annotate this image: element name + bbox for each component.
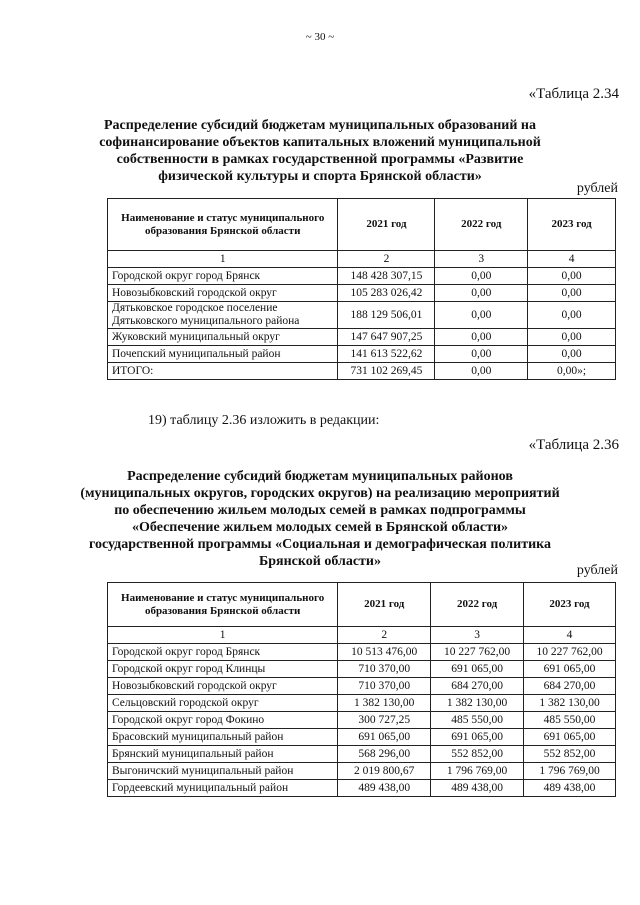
subsidy-table-2-36 — [107, 582, 616, 797]
table-cell: 691 065,00 — [338, 729, 431, 746]
table-cell: 691 065,00 — [524, 729, 616, 746]
table-title: Распределение субсидий бюджетам муниципальных образований на софинансирование объектов капитальных вложений муниципальной собственности в рамках государственной программы «Развитие физической культуры и спорта Брянской области» — [99, 118, 541, 184]
column-number: 3 — [435, 251, 528, 268]
table-cell: Выгоничский муниципальный район — [108, 763, 338, 780]
column-header-1: 2021 год — [338, 199, 435, 251]
table-row — [108, 678, 616, 695]
table-row — [108, 329, 616, 346]
table-cell: 141 613 522,62 — [338, 346, 435, 363]
table-cell: 485 550,00 — [431, 712, 524, 729]
table-row — [108, 746, 616, 763]
table-cell: Новозыбковский городской округ — [108, 285, 338, 302]
table-cell: Жуковский муниципальный округ — [108, 329, 338, 346]
table-cell: Сельцовский городской округ — [108, 695, 338, 712]
table-cell: Брянский муниципальный район — [108, 746, 338, 763]
table-cell: 0,00 — [528, 346, 616, 363]
table-cell: 1 382 130,00 — [524, 695, 616, 712]
table-row — [108, 302, 616, 329]
table-cell: 0,00 — [528, 329, 616, 346]
table-row — [108, 712, 616, 729]
table-cell: 691 065,00 — [431, 661, 524, 678]
table-cell: 0,00 — [528, 285, 616, 302]
table-row — [108, 695, 616, 712]
list-item: 19) таблицу 2.36 изложить в редакции: — [148, 413, 380, 428]
table-cell: 731 102 269,45 — [338, 363, 435, 380]
table-row — [108, 729, 616, 746]
table-cell: 2 019 800,67 — [338, 763, 431, 780]
page-number: ~ 30 ~ — [305, 31, 335, 43]
table-cell: 1 796 769,00 — [524, 763, 616, 780]
table-cell: Городской округ город Брянск — [108, 644, 338, 661]
table-cell: Почепский муниципальный район — [108, 346, 338, 363]
table-cell: 300 727,25 — [338, 712, 431, 729]
table-cell: 0,00 — [528, 268, 616, 285]
table-cell: 105 283 026,42 — [338, 285, 435, 302]
table-row — [108, 268, 616, 285]
column-header-3: 2023 год — [528, 199, 616, 251]
table-cell: Городской округ город Фокино — [108, 712, 338, 729]
table-cell: 1 382 130,00 — [431, 695, 524, 712]
table-row — [108, 363, 616, 380]
column-number: 4 — [524, 627, 616, 644]
table-label: «Таблица 2.34 — [528, 86, 619, 102]
table-title: Распределение субсидий бюджетам муниципальных районов (муниципальных округов, городских округов) на реализацию мероприятий по обеспечению жильем молодых семей в рамках подпрограммы «Обеспечение жильем молодых семей в Брянской области» государственной программы «Социальная и демографическая политика Брянской области» — [80, 469, 560, 569]
column-header-name: Наименование и статус муниципального образования Брянской области — [108, 199, 338, 251]
table-cell: 0,00 — [435, 302, 528, 329]
table-cell: ИТОГО: — [108, 363, 338, 380]
table-cell: 489 438,00 — [524, 780, 616, 797]
table-cell: 691 065,00 — [524, 661, 616, 678]
table-cell: Городской округ город Брянск — [108, 268, 338, 285]
table-row — [108, 285, 616, 302]
table-row — [108, 346, 616, 363]
table-cell: 0,00 — [435, 285, 528, 302]
table-cell: Брасовский муниципальный район — [108, 729, 338, 746]
column-number: 1 — [108, 627, 338, 644]
table-cell: 1 796 769,00 — [431, 763, 524, 780]
subsidy-table-2-34 — [107, 198, 616, 380]
table-cell: 10 227 762,00 — [431, 644, 524, 661]
table-cell: 489 438,00 — [338, 780, 431, 797]
table-cell: 0,00 — [435, 329, 528, 346]
table-cell: Гордеевский муниципальный район — [108, 780, 338, 797]
table-cell: 489 438,00 — [431, 780, 524, 797]
table-cell: Городской округ город Клинцы — [108, 661, 338, 678]
table-cell: 0,00»; — [528, 363, 616, 380]
unit-label: рублей — [576, 181, 618, 196]
table-row — [108, 763, 616, 780]
table-cell: Дятьковское городское поселение Дятьковского муниципального района — [108, 302, 338, 329]
table-cell: 710 370,00 — [338, 661, 431, 678]
table-cell: 0,00 — [435, 268, 528, 285]
table-cell: 552 852,00 — [524, 746, 616, 763]
column-number: 2 — [338, 627, 431, 644]
table-cell: 188 129 506,01 — [338, 302, 435, 329]
column-number: 1 — [108, 251, 338, 268]
column-number: 4 — [528, 251, 616, 268]
table-cell: 0,00 — [435, 346, 528, 363]
column-number: 3 — [431, 627, 524, 644]
column-header-2: 2022 год — [435, 199, 528, 251]
table-cell: 10 513 476,00 — [338, 644, 431, 661]
table-cell: Новозыбковский городской округ — [108, 678, 338, 695]
table-cell: 0,00 — [528, 302, 616, 329]
table-label: «Таблица 2.36 — [528, 437, 619, 453]
table-cell: 148 428 307,15 — [338, 268, 435, 285]
column-header-1: 2021 год — [338, 583, 431, 627]
table-cell: 10 227 762,00 — [524, 644, 616, 661]
table-row — [108, 644, 616, 661]
column-header-name: Наименование и статус муниципального образования Брянской области — [108, 583, 338, 627]
column-number: 2 — [338, 251, 435, 268]
unit-label: рублей — [576, 563, 618, 578]
table-cell: 684 270,00 — [524, 678, 616, 695]
table-row — [108, 661, 616, 678]
table-row — [108, 780, 616, 797]
table-cell: 710 370,00 — [338, 678, 431, 695]
table-cell: 552 852,00 — [431, 746, 524, 763]
table-cell: 568 296,00 — [338, 746, 431, 763]
column-header-3: 2023 год — [524, 583, 616, 627]
table-cell: 684 270,00 — [431, 678, 524, 695]
column-header-2: 2022 год — [431, 583, 524, 627]
table-cell: 0,00 — [435, 363, 528, 380]
table-cell: 691 065,00 — [431, 729, 524, 746]
table-cell: 485 550,00 — [524, 712, 616, 729]
table-cell: 1 382 130,00 — [338, 695, 431, 712]
table-cell: 147 647 907,25 — [338, 329, 435, 346]
